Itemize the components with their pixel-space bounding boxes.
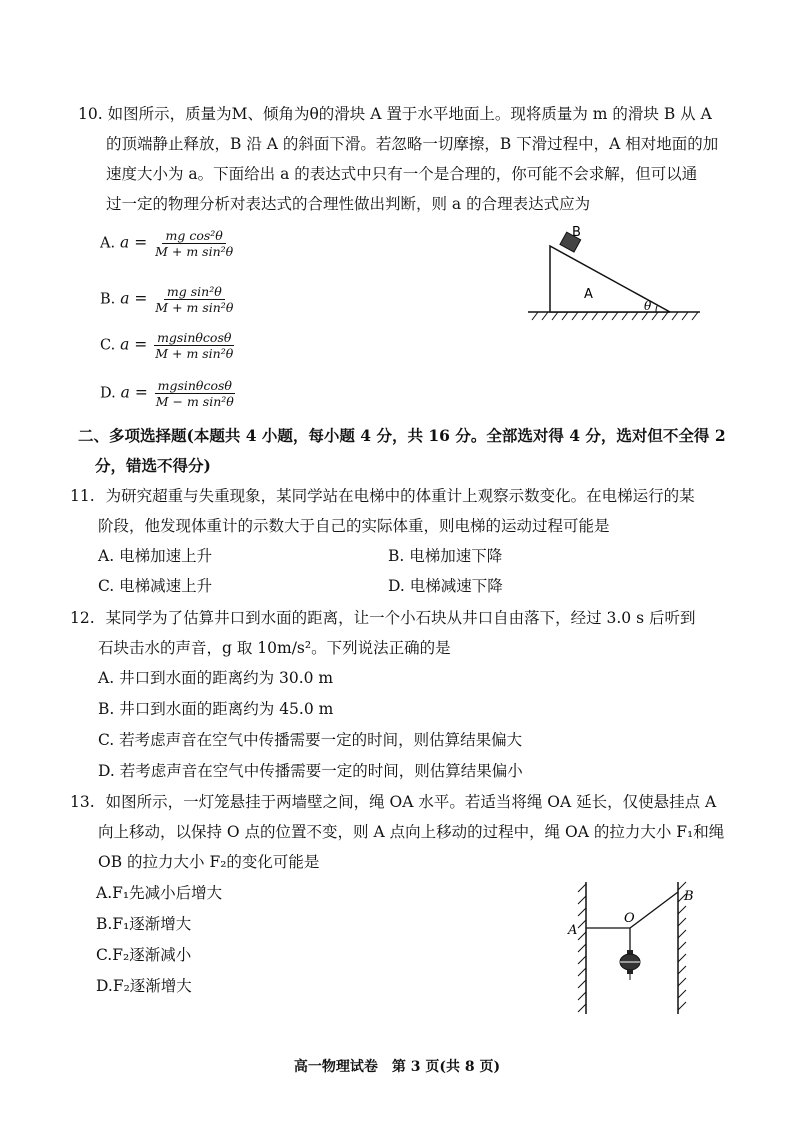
q13-option-b: B.F₁逐渐增大 [96,915,192,933]
q10-stem-line1: 如图所示，质量为M、倾角为θ的滑块 A 置于水平地面上。现将质量为 m 的滑块 B 从 A [107,105,712,123]
q13-option-c: C.F₂逐渐减小 [96,946,192,964]
q13-option-d: D.F₂逐渐增大 [96,977,192,995]
q11-option-b: B. 电梯加速下降 [388,547,503,565]
q12-option-d: D. 若考虑声音在空气中传播需要一定的时间，则估算结果偏小 [98,762,523,780]
q12-stem-line1: 某同学为了估算井口到水面的距离，让一个小石块从井口自由落下，经过 3.0 s 后听到 [105,609,696,627]
label-a: A [568,923,578,938]
q10-option-d: D. a = $\frac{mgsin\theta\cos\theta}{\text{M − m sin²θ}}$ [100,378,237,409]
rope-ob [630,892,678,928]
q11-number: 11. [70,487,95,505]
q10-option-c-fraction: $\frac{mgsin\theta\cos\theta}{\text{M + m sin²θ}}$ [155,330,234,361]
q10-option-b: B. a = $\frac{\text{mg sin²θ}}{\text{M + m sin²θ}}$ [100,284,236,315]
q10-option-b-fraction: $\frac{\text{mg sin²θ}}{\text{M + m sin²θ}}$ [155,284,234,315]
page-footer: 高一物理试卷 第 3 页(共 8 页) [293,1059,501,1075]
q13-number: 13. [70,793,95,811]
q12-option-b: B. 井口到水面的距离约为 45.0 m [98,700,334,718]
q10-line1 [78,104,712,124]
q10-option-c: C. a = $\frac{mgsin\theta\cos\theta}{\text{M + m sin²θ}}$ [100,330,236,361]
q12-number: 12. [70,609,95,627]
q10-incline-diagram [524,222,704,328]
label-theta: θ [644,299,652,313]
section2-heading-line2: 分，错选不得分) [95,456,211,475]
q13-line1 [70,792,716,812]
q10-option-a: A. a = $\frac{\text{mg cos²θ}}{\text{M + m sin²θ}}$ [100,228,236,259]
q11-option-c: C. 电梯减速上升 [98,577,213,595]
q10-number: 10. [78,105,103,123]
label-o: O [624,911,635,926]
wedge-a [550,246,670,312]
q10-stem-line3: 速度大小为 a。下面给出 a 的表达式中只有一个是合理的，你可能不会求解，但可以通 [106,165,698,183]
q11-option-a: A. 电梯加速上升 [98,547,213,565]
label-b: B [684,889,694,904]
q13-stem-line3: OB 的拉力大小 F₂的变化可能是 [98,853,320,871]
q10-option-d-fraction: $\frac{mgsin\theta\cos\theta}{\text{M − m sin²θ}}$ [155,378,234,409]
q10-stem-line2: 的顶端静止释放，B 沿 A 的斜面下滑。若忽略一切摩擦，B 下滑过程中，A 相对地面的加 [106,135,719,153]
q10-option-a-fraction: $\frac{\text{mg cos²θ}}{\text{M + m sin²θ}}$ [155,228,234,259]
q13-stem-line1: 如图所示，一灯笼悬挂于两墙壁之间，绳 OA 水平。若适当将绳 OA 延长，仅使悬挂点 A [105,793,717,811]
q12-option-c: C. 若考虑声音在空气中传播需要一定的时间，则估算结果偏大 [98,731,523,749]
q11-stem-line1: 为研究超重与失重现象，某同学站在电梯中的体重计上观察示数变化。在电梯运行的某 [105,487,695,505]
q11-line1 [70,486,695,506]
q10-stem-line4: 过一定的物理分析对表达式的合理性做出判断，则 a 的合理表达式应为 [106,195,591,213]
q13-stem-line2: 向上移动，以保持 O 点的位置不变，则 A 点向上移动的过程中，绳 OA 的拉力大小 F₁和绳 [98,823,725,841]
section2-heading-line1: 二、多项选择题(本题共 4 小题，每小题 4 分，共 16 分。全部选对得 4 分，选对但不全得 2 [78,426,726,445]
q11-stem-line2: 阶段，他发现体重计的示数大于自己的实际体重，则电梯的运动过程可能是 [98,517,610,535]
q11-option-d: D. 电梯减速下降 [388,577,503,595]
q13-lantern-diagram [562,878,702,1018]
label-a: A [584,287,593,302]
q13-option-a: A.F₁先减小后增大 [96,884,223,902]
q12-line1 [70,608,695,628]
label-b: B [572,225,581,240]
ground-hatching [532,312,698,320]
q12-stem-line2: 石块击水的声音，g 取 10m/s²。下列说法正确的是 [98,639,451,657]
lantern-icon [620,950,640,980]
q12-option-a: A. 井口到水面的距离约为 30.0 m [98,669,334,687]
left-wall-hatching [578,884,586,1012]
